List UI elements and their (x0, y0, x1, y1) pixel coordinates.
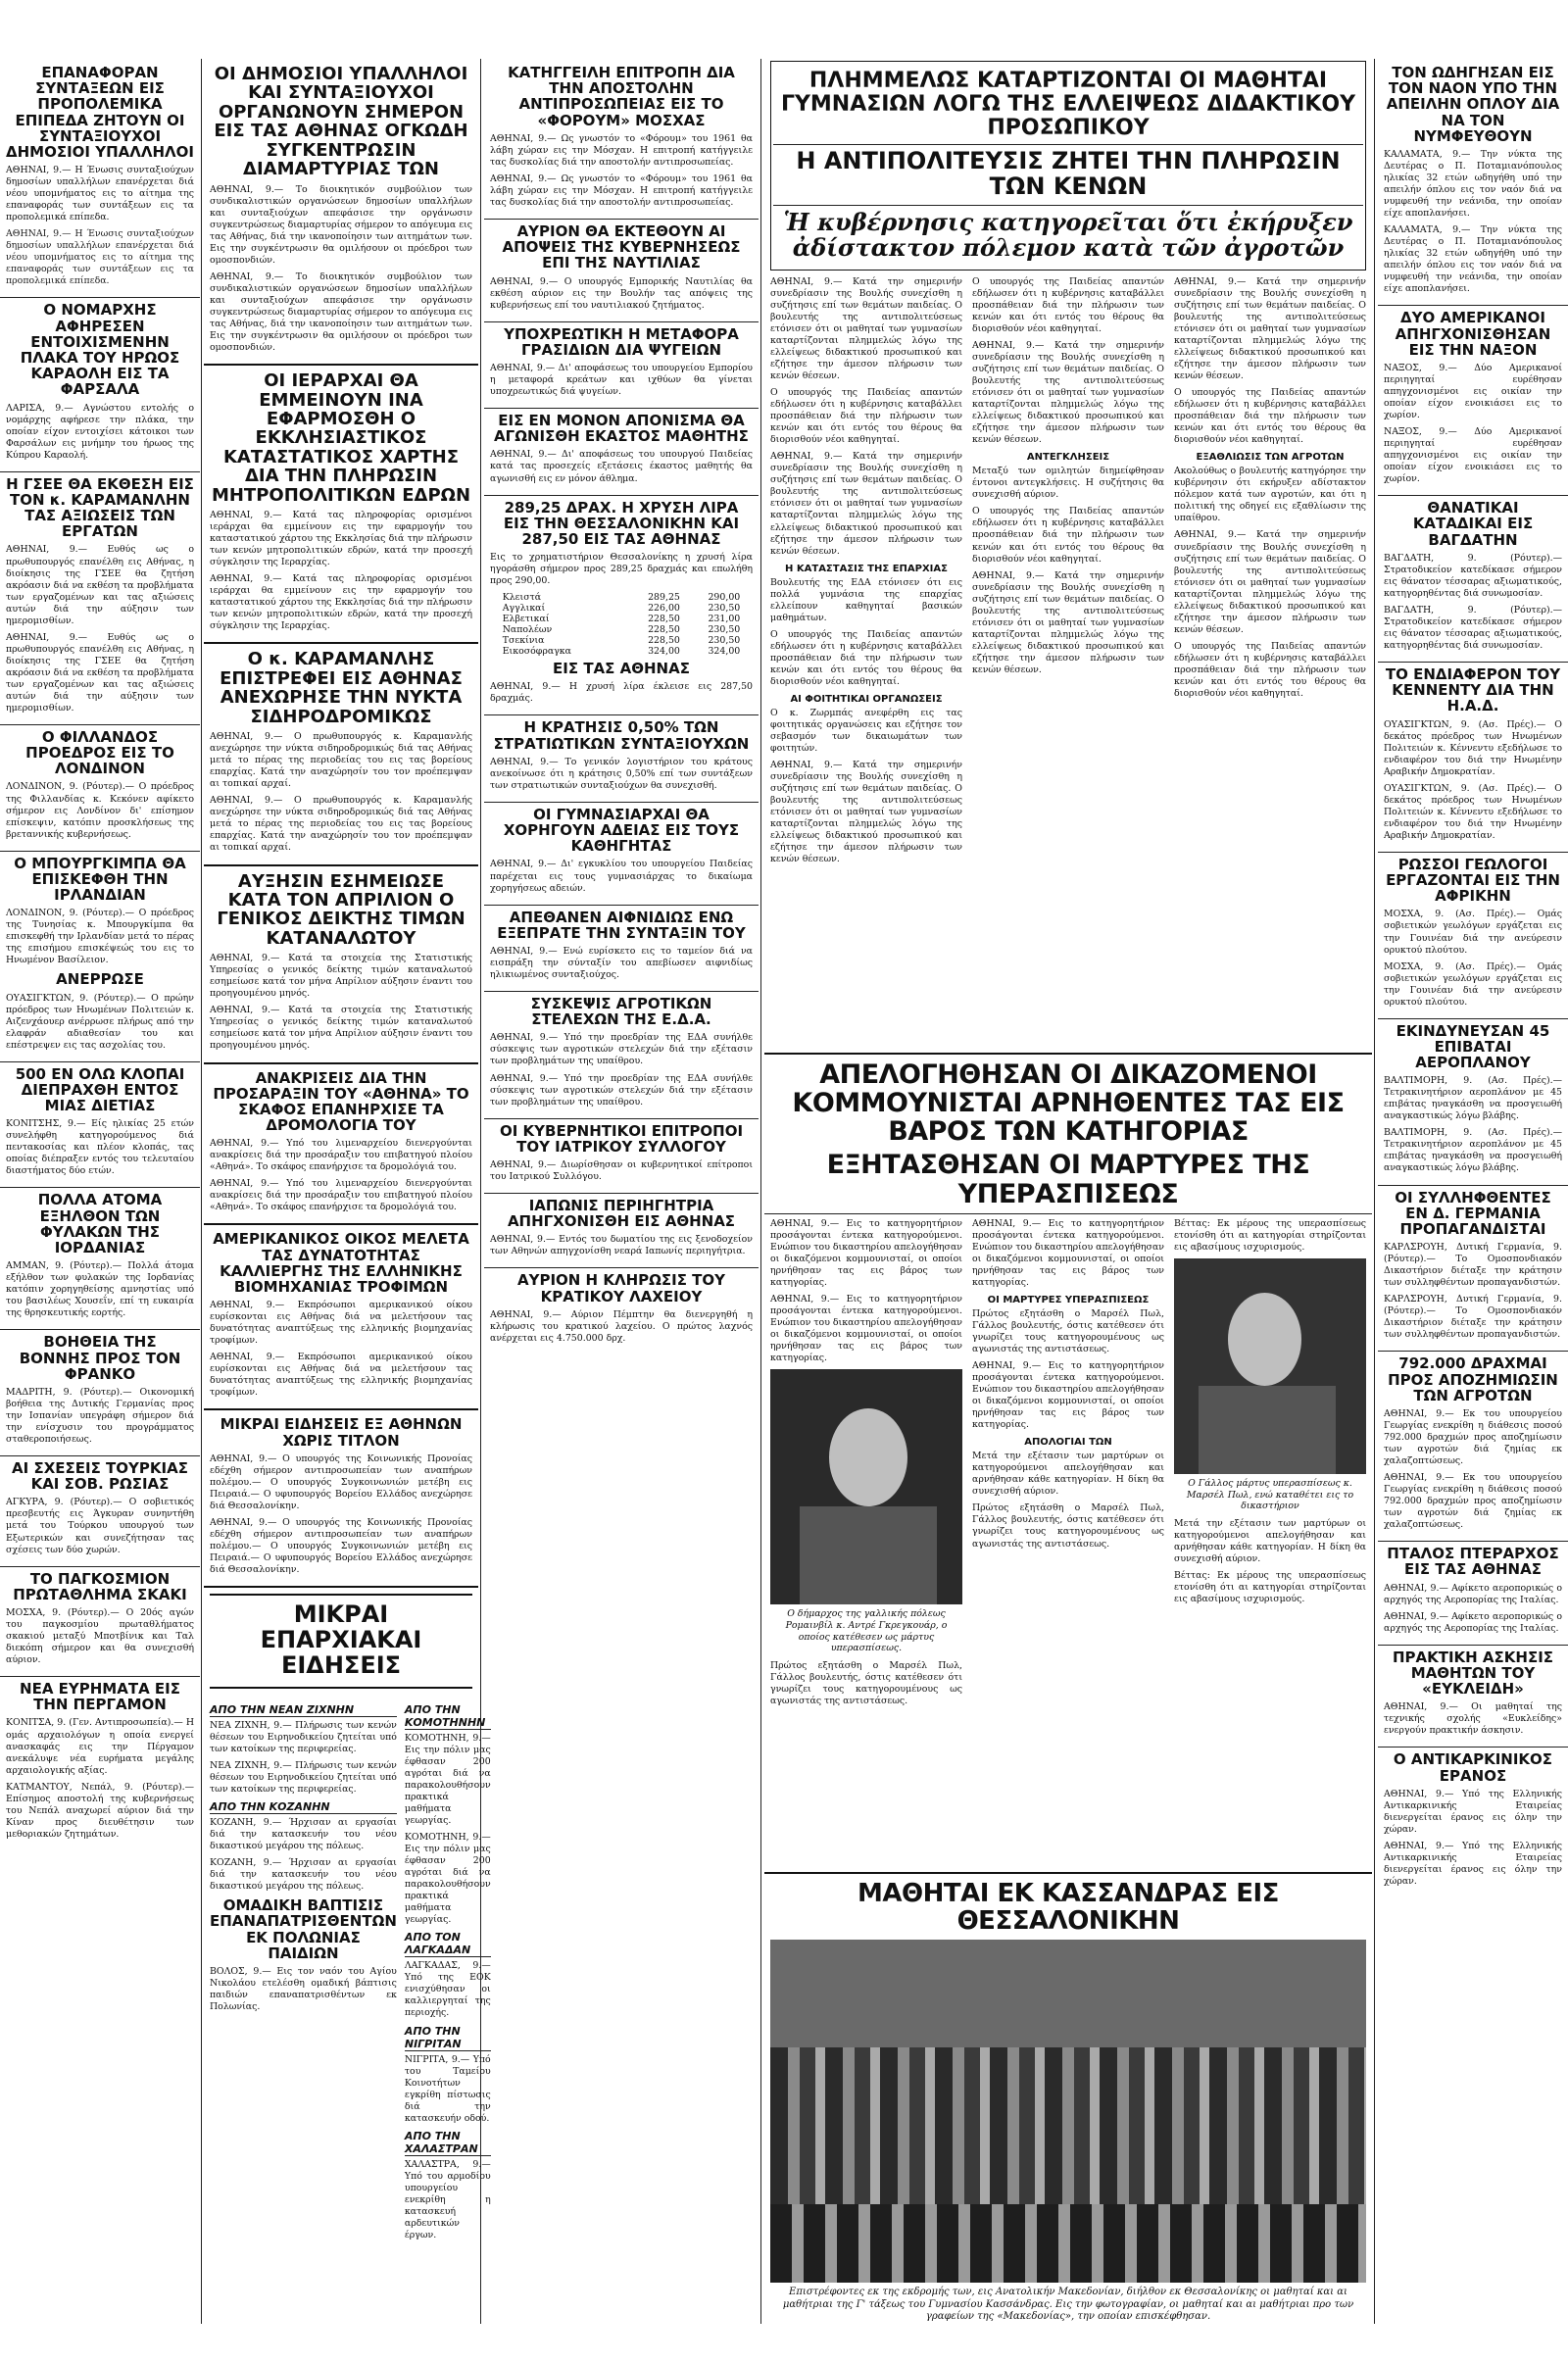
headline: ΟΙ ΣΥΛΛΗΦΘΕΝΤΕΣ ΕΝ Δ. ΓΕΡΜΑΝΙΑ ΠΡΟΠΑΓΑΝΔΙΣΤΑΙ (1395, 1188, 1551, 1238)
article-text: ΑΘΗΝΑΙ, 9.— Δι' αποφάσεως του υπουργείου Εμπορίου η μεταφορά κρεάτων και ιχθύων θα γίνεται υποχρεωτικώς διά ψυγείων. (490, 362, 753, 398)
article (1384, 1355, 1562, 1531)
article-text: ΚΑΡΛΣΡΟΥΗ, Δυτική Γερμανία, 9. (Ρόυτερ).— Το Ομοσπονδιακόν Δικαστήριον διέταξε την κράτησιν των συλληφθέντων προπαγανδιστών. (1384, 1242, 1562, 1289)
headline: Ο ΦΙΛΛΑΝΔΟΣ ΠΡΟΕΔΡΟΣ ΕΙΣ ΤΟ ΛΟΝΔΙΝΟΝ (25, 727, 174, 778)
column-rule (201, 59, 202, 2324)
main-headline-box (770, 61, 1366, 271)
gold-price-label: Αγγλικαί (502, 603, 546, 615)
article-text: ΑΘΗΝΑΙ, 9.— Κατά την σημερινήν συνεδρίασιν της Βουλής συνεχίσθη η συζήτησις επί των θεμάτων παιδείας. Ο βουλευτής της αντιπολιτεύσεως ετόνισεν ότι οι μαθηταί των γυμνασίων καταρτίζονται πλημμελώς λόγω της ελλείψεως διδακτικού προσωπικού και εζήτησε την άμεσον πλήρωσιν των κενών θέσεων. (1174, 275, 1366, 382)
article-text: ΒΑΓΔΑΤΗ, 9. (Ρόυτερ).— Στρατοδικείον κατεδίκασε σήμερον εις θάνατον τέσσαρας αξιωματικούς, κατηγορηθέντας διά συνωμοσίαν. (1384, 552, 1562, 599)
gold-price-row (501, 646, 743, 657)
gold-price-row (501, 614, 743, 624)
article-text: ΜΑΔΡΙΤΗ, 9. (Ρόυτερ).— Οικονομική βοήθεια της Δυτικής Γερμανίας προς την Ισπανίαν υπεγράφη σήμερον διά την ενίσχυσιν του προγράμματος σταθεροποιήσεως. (6, 1386, 194, 1445)
article-text: Ο κ. Ζωρμπάς ανεφέρθη εις τας φοιτητικάς οργανώσεις και εζήτησε τον σεβασμόν των δικαιωμάτων των φοιτητών. (770, 707, 962, 754)
article-text: ΑΘΗΝΑΙ, 9.— Υπό της Ελληνικής Αντικαρκινικής Εταιρείας διενεργείται έρανος εις όλην την χώραν. (1384, 1788, 1562, 1835)
article (490, 223, 753, 312)
main-deck: Ἡ κυβέρνησις κατηγορεῖται ὅτι ἐκήρυξεν ἀδίστακτον πόλεμον κατὰ τῶν ἀγροτῶν (783, 208, 1353, 262)
section-title: ΑΠΟ ΤΟΝ ΛΑΓΚΑΔΑΝ (405, 1931, 491, 1957)
article-text: Ο υπουργός της Παιδείας απαντών εδήλωσεν ότι η κυβέρνησις καταβάλλει προσπάθειαν διά την πλήρωσιν των κενών και ότι εντός του θέρους θα διορισθούν νέοι καθηγηταί. (770, 628, 962, 687)
article-text: Πρώτος εξητάσθη ο Μαρσέλ Πωλ, Γάλλος βουλευτής, όστις κατέθεσεν ότι γνωρίζει τους κατηγορουμένους ως αγωνιστάς της αντιστάσεως. (972, 1502, 1164, 1550)
article-text: ΑΘΗΝΑΙ, 9.— Οι μαθηταί της τεχνικής σχολής «Ευκλείδης» ενεργούν πρακτικήν άσκησιν. (1384, 1701, 1562, 1737)
article-text: ΛΟΝΔΙΝΟΝ, 9. (Ρόυτερ).— Ο πρόεδρος της Φιλλανδίας κ. Κεκόνεν αφίκετο σήμερον εις Λονδίνον δι' επίσημον επίσκεψιν, κατόπιν προσκλήσεως της βρεταννικής κυβερνήσεως. (6, 781, 194, 840)
gold-price-buy: 228,50 (648, 614, 680, 625)
headline: Η ΚΡΑΤΗΣΙΣ 0,50% ΤΩΝ ΣΤΡΑΤΙΩΤΙΚΩΝ ΣΥΝΤΑΞΙΟΥΧΩΝ (493, 718, 750, 753)
headline: ΤΟ ΠΑΓΚΟΣΜΙΟΝ ΠΡΩΤΑΘΛΗΜΑ ΣΚΑΚΙ (13, 1569, 187, 1603)
section-title: ΑΠΟ ΤΗΝ ΝΙΓΡΙΤΑΝ (405, 2025, 491, 2051)
group-photo-students (770, 1940, 1366, 2283)
article (210, 650, 472, 854)
headline: ΕΠΑΝΑΦΟΡΑΝ ΣΥΝΤΑΞΕΩΝ ΕΙΣ ΠΡΟΠΟΛΕΜΙΚΑ ΕΠΙΠΕΔΑ ΖΗΤΟΥΝ ΟΙ ΣΥΝΤΑΞΙΟΥΧΟΙ ΔΗΜΟΣΙΟΙ ΥΠΑΛΛΗΛΟΙ (6, 64, 194, 161)
article-text: ΛΑΓΚΑΔΑΣ, 9.— Υπό της ΕΟΚ ενισχύθησαν οι καλλιεργηταί της περιοχής. (404, 1960, 491, 2019)
headline: Ο ΝΟΜΑΡΧΗΣ ΑΦΗΡΕΣΕΝ ΕΝΤΟΙΧΙΣΜΕΝΗΝ ΠΛΑΚΑ ΤΟΥ ΗΡΩΟΣ ΚΑΡΑΟΛΗ ΕΙΣ ΤΑ ΦΑΡΣΑΛΑ (20, 301, 180, 399)
headline: ΡΩΣΣΟΙ ΓΕΩΛΟΓΟΙ ΕΡΓΑΖΟΝΤΑΙ ΕΙΣ ΤΗΝ ΑΦΡΙΚΗΝ (1386, 855, 1560, 906)
article (210, 1594, 472, 1689)
article-text: ΚΟΖΑΝΗ, 9.— Ήρχισαν αι εργασίαι διά την κατασκευήν του νέου δικαστικού μεγάρου της πόλεως. (210, 1857, 397, 1893)
gold-price-buy: 228,50 (648, 635, 680, 647)
article-text: ΑΘΗΝΑΙ, 9.— Κατά τας πληροφορίας ορισμένοι ιεράρχαι θα εμμείνουν εις την εφαρμογήν του καταστατικού χάρτου της Εκκλησίας διά την πλήρωσιν των κενών μητροπολιτικών εδρών, κατά την προσεχή σύγκλησιν της Ιεραρχίας. (210, 510, 472, 568)
headline: ΠΡΑΚΤΙΚΗ ΑΣΚΗΣΙΣ ΜΑΘΗΤΩΝ ΤΟΥ «ΕΥΚΛΕΙΔΗ» (1392, 1648, 1554, 1698)
article-text: Πρώτος εξητάσθη ο Μαρσέλ Πωλ, Γάλλος βουλευτής, όστις κατέθεσεν ότι γνωρίζει τους κατηγορουμένους ως αγωνιστάς της αντιστάσεως. (770, 1660, 962, 1707)
headline: ΟΙ ΚΥΒΕΡΝΗΤΙΚΟΙ ΕΠΙΤΡΟΠΟΙ ΤΟΥ ΙΑΤΡΙΚΟΥ ΣΥΛΛΟΓΟΥ (499, 1121, 744, 1156)
article (210, 872, 472, 1053)
subheading: Η ΚΑΤΑΣΤΑΣΙΣ ΤΗΣ ΕΠΑΡΧΙΑΣ (785, 563, 948, 574)
article (6, 1571, 194, 1667)
headline: Η ΓΣΕΕ ΘΑ ΕΚΘΕΣΗ ΕΙΣ ΤΟΝ κ. ΚΑΡΑΜΑΝΛΗΝ ΤΑΣ ΑΞΙΩΣΕΙΣ ΤΩΝ ΕΡΓΑΤΩΝ (6, 474, 194, 541)
article-text: ΑΘΗΝΑΙ, 9.— Ο πρωθυπουργός κ. Καραμανλής ανεχώρησε την νύκτα σιδηροδρομικώς διά τας Αθήνας μετά το πέρας της περιοδείας του εις τας βορείους επαρχίας. Κατά την αναχώρησίν του τον προέπεμψαν αι τοπικαί αρχαί. (210, 731, 472, 790)
article-text: ΑΘΗΝΑΙ, 9.— Υπό του λιμεναρχείου διενεργούνται ανακρίσεις διά την προσάραξιν του επιβατηγού πλοίου «Αθηνά». Το σκάφος επανήρχισε τα δρομολόγιά του. (210, 1178, 472, 1213)
main-subheadline: Η ΑΝΤΙΠΟΛΙΤΕΥΣΙΣ ΖΗΤΕΙ ΤΗΝ ΠΛΗΡΩΣΙΝ ΤΩΝ ΚΕΝΩΝ (796, 147, 1341, 201)
article (1384, 857, 1562, 1009)
headline: ΠΤΑΛΟΣ ΠΤΕΡΑΡΧΟΣ ΕΙΣ ΤΑΣ ΑΘΗΝΑΣ (1387, 1545, 1559, 1579)
article-text: ΑΘΗΝΑΙ, 9.— Ο πρωθυπουργός κ. Καραμανλής ανεχώρησε την νύκτα σιδηροδρομικώς διά τας Αθήνας μετά το πέρας της περιοδείας του εις τας βορείους επαρχίας. Κατά την αναχώρησίν του τον προέπεμψαν αι τοπικαί αρχαί. (210, 795, 472, 854)
article-text: ΝΕΑ ΖΙΧΝΗ, 9.— Πλήρωσις των κενών θέσεων του Ειρηνοδικείου ζητείται υπό των κατοίκων της περιφερείας. (210, 1759, 397, 1795)
article-text: ΝΙΓΡΙΤΑ, 9.— Υπό του Ταμείου Κοινοτήτων εγκρίθη πίστωσις διά την κατασκευήν οδού. (404, 2053, 491, 2124)
headline: ΕΙΣ ΤΑΣ ΑΘΗΝΑΣ (553, 660, 690, 678)
article-text: ΑΘΗΝΑΙ, 9.— Κατά την σημερινήν συνεδρίασιν της Βουλής συνεχίσθη η συζήτησις επί των θεμάτων παιδείας. Ο βουλευτής της αντιπολιτεύσεως ετόνισεν ότι οι μαθηταί των γυμνασίων καταρτίζονται πλημμελώς λόγω της ελλείψεως διδακτικού προσωπικού και εζήτησε την άμεσον πλήρωσιν των κενών θέσεων. (770, 760, 962, 865)
article-text: ΚΟΝΙΤΣΑ, 9. (Γεν. Αντιπροσωπεία).— Η ομάς αρχαιολόγων η οποία ενεργεί ανασκαφάς εις την Πέργαμον ανεκάλυψε νέα ευρήματα μεγάλης αρχαιολογικής αξίας. (6, 1717, 194, 1776)
article (210, 1231, 472, 1399)
headline: Ο ΜΠΟΥΡΓΚΙΜΠΑ ΘΑ ΕΠΙΣΚΕΦΘΗ ΤΗΝ ΙΡΛΑΝΔΙΑΝ (14, 854, 186, 904)
article (490, 1198, 753, 1257)
headline: ΑΥΞΗΣΙΝ ΕΣΗΜΕΙΩΣΕ ΚΑΤΑ ΤΟΝ ΑΠΡΙΛΙΟΝ Ο ΓΕΝΙΚΟΣ ΔΕΙΚΤΗΣ ΤΙΜΩΝ ΚΑΤΑΝΑΛΩΤΟΥ (217, 870, 466, 949)
article (1384, 1190, 1562, 1342)
article (490, 910, 753, 981)
article-text: ΚΟΖΑΝΗ, 9.— Ήρχισαν αι εργασίαι διά την κατασκευήν του νέου δικαστικού μεγάρου της πόλεως. (210, 1817, 397, 1852)
gold-price-sell: 230,50 (708, 635, 741, 647)
gold-price-table (501, 592, 743, 657)
article (490, 807, 753, 895)
article-text: ΑΘΗΝΑΙ, 9.— Κατά την σημερινήν συνεδρίασιν της Βουλής συνεχίσθη η συζήτησις επί των θεμάτων παιδείας. Ο βουλευτής της αντιπολιτεύσεως ετόνισεν ότι οι μαθηταί των γυμνασίων καταρτίζονται πλημμελώς λόγω της ελλείψεως διδακτικού προσωπικού και εζήτησε την άμεσον πλήρωσιν των κενών θέσεων. (1174, 529, 1366, 635)
article-text: ΑΘΗΝΑΙ, 9.— Ευθύς ως ο πρωθυπουργός επανέλθη εις Αθήνας, η διοίκησις της ΓΣΕΕ θα ζητήση ακρόασιν διά να εκθέση τα προβλήματα των εργαζομένων και τας αξιώσεις αυτών διά την αύξησιν των ημερομισθίων. (6, 631, 194, 714)
subheading: ΟΙ ΜΑΡΤΥΡΕΣ ΥΠΕΡΑΣΠΙΣΕΩΣ (987, 1294, 1150, 1305)
article-text: ΟΥΑΣΙΓΚΤΩΝ, 9. (Ασ. Πρές).— Ο δεκάτος πρόεδρος των Ηνωμένων Πολιτειών κ. Κέννεντυ εξεδήλωσε το ενδιαφέρον του διά την Ηνωμένην Αραβικήν Δημοκρατίαν. (1384, 718, 1562, 777)
headline: ΑΜΕΡΙΚΑΝΙΚΟΣ ΟΙΚΟΣ ΜΕΛΕΤΑ ΤΑΣ ΔΥΝΑΤΟΤΗΤΑΣ ΚΑΛΛΙΕΡΓΗΣ ΤΗΣ ΕΛΛΗΝΙΚΗΣ ΒΙΟΜΗΧΑΝΙΑΣ ΤΡΟΦΙΜΩΝ (213, 1230, 469, 1296)
article (1384, 500, 1562, 652)
gold-price-label: Ναπολέων (502, 624, 553, 636)
article (6, 1460, 194, 1556)
article-text: ΝΑΞΟΣ, 9.— Δύο Αμερικανοί περιηγηταί ευρέθησαν απηγχονισμένοι εις οικίαν την οποίαν είχον ενοικιάσει εις το χωρίον. (1384, 362, 1562, 420)
article-text: Ο υπουργός της Παιδείας απαντών εδήλωσεν ότι η κυβέρνησις καταβάλλει προσπάθειαν διά την πλήρωσιν των κενών και ότι εντός του θέρους θα διορισθούν νέοι καθηγηταί. (1174, 387, 1366, 446)
article-text: ΑΘΗΝΑΙ, 9.— Ενώ ευρίσκετο εις το ταμείον διά να εισπράξη την σύνταξίν του απεβίωσεν αιφνιδίως ηλικιωμένος συνταξιούχος. (490, 945, 753, 980)
article-text: ΛΑΡΙΣΑ, 9.— Αγνώστου εντολής ο νομάρχης αφήρεσε την πλάκα, την οποίαν είχον εντοιχίσει κάτοικοι των Φαρσάλων εις μνήμην του ήρωος της Κύπρου Καραολή. (6, 402, 194, 461)
article-text: ΑΘΗΝΑΙ, 9.— Κατά τα στοιχεία της Στατιστικής Υπηρεσίας ο γενικός δείκτης τιμών καταναλωτού εσημείωσε κατά τον μήνα Απρίλιον αύξησιν έναντι του προηγουμένου μηνός. (210, 1005, 472, 1052)
gold-price-buy: 324,00 (648, 646, 680, 658)
article-text: ΑΘΗΝΑΙ, 9.— Το διοικητικόν συμβούλιον των συνδικαλιστικών οργανώσεων δημοσίων υπαλλήλων και συνταξιούχων απεφάσισε την οργάνωσιν συγκεντρώσεως διαμαρτυρίας σήμερον το απόγευμα εις τας Αθήνας, διά την ικανοποίησιν των αιτημάτων των. Εις την συγκέντρωσιν θα ομιλήσουν οι πρόεδροι των ομοσπονδιών. (210, 183, 472, 266)
article (210, 371, 472, 632)
gold-price-row (501, 603, 743, 614)
article-text: Ακολούθως ο βουλευτής κατηγόρησε την κυβέρνησιν ότι εκήρυξεν αδίστακτον πόλεμον κατά των αγροτών, και ότι η πολιτική της οδηγεί εις εξαθλίωσιν της υπαίθρου. (1174, 466, 1366, 524)
gold-price-sell: 290,00 (708, 592, 741, 604)
article-text: ΑΜΜΑΝ, 9. (Ρόυτερ).— Πολλά άτομα εξήλθον των φυλακών της Ιορδανίας κατόπιν χορηγηθείσης αμνηστίας υπό του βασιλέως Χουσεΐν, επί τη ευκαιρία της θρησκευτικής εορτής. (6, 1260, 194, 1319)
article-text: Ο υπουργός της Παιδείας απαντών εδήλωσεν ότι η κυβέρνησις καταβάλλει προσπάθειαν διά την πλήρωσιν των κενών και ότι εντός του θέρους θα διορισθούν νέοι καθηγηταί. (1174, 640, 1366, 699)
article (490, 719, 753, 791)
section-title: ΑΠΟ ΤΗΝ ΝΕΑΝ ΖΙΧΝΗΝ (210, 1703, 397, 1717)
gold-price-row (501, 624, 743, 635)
article-text: ΑΘΗΝΑΙ, 9.— Αφίκετο αεροπορικώς ο αρχηγός της Αεροπορίας της Ιταλίας. (1384, 1582, 1562, 1605)
subheading: ΕΞΑΘΛΙΩΣΙΣ ΤΩΝ ΑΓΡΟΤΩΝ (1196, 452, 1345, 464)
article-text: ΒΑΛΤΙΜΟΡΗ, 9. (Ασ. Πρές).— Τετρακινητήριον αεροπλάνον με 45 επιβάτας ηναγκάσθη να προσγειωθή αναγκαστικώς λόγω βλάβης. (1384, 1075, 1562, 1122)
kassandra-article (764, 1866, 1372, 2346)
article-text: Ο υπουργός της Παιδείας απαντών εδήλωσεν ότι η κυβέρνησις καταβάλλει προσπάθειαν διά την πλήρωσιν των κενών και ότι εντός του θέρους θα διορισθούν νέοι καθηγηταί. (770, 387, 962, 446)
right-column (1378, 61, 1568, 2344)
headline: ΜΙΚΡΑΙ ΕΙΔΗΣΕΙΣ ΕΞ ΑΘΗΝΩΝ ΧΩΡΙΣ ΤΙΤΛΟΝ (220, 1415, 463, 1450)
article-text: ΑΘΗΝΑΙ, 9.— Η Ένωσις συνταξιούχων δημοσίων υπαλλήλων επανέρχεται διά νέου υπομνήματος εις το αίτημα της επαναφοράς των συντάξεων εις τα προπολεμικά επίπεδα. (6, 228, 194, 287)
article-text: ΑΘΗΝΑΙ, 9.— Η χρυσή λίρα έκλεισε εις 287,50 δραχμάς. (490, 681, 753, 705)
article-text: ΑΘΗΝΑΙ, 9.— Κατά τας πληροφορίας ορισμένοι ιεράρχαι θα εμμείνουν εις την εφαρμογήν του καταστατικού χάρτου της Εκκλησίας διά την πλήρωσιν των κενών μητροπολιτικών εδρών, κατά την προσεχή σύγκλησιν της Ιεραρχίας. (210, 573, 472, 632)
article-text: ΜΟΣΧΑ, 9. (Ρόυτερ).— Ο 20ός αγών του παγκοσμίου πρωταθλήματος σκακιού μεταξύ Μποτβίνικ και Ταλ διεκόπη σήμερον και θα συνεχισθή αύριον. (6, 1606, 194, 1666)
article-text: ΝΑΞΟΣ, 9.— Δύο Αμερικανοί περιηγηταί ευρέθησαν απηγχονισμένοι εις οικίαν την οποίαν είχον ενοικιάσει εις το χωρίον. (1384, 426, 1562, 485)
article (6, 476, 194, 714)
article-text: ΟΥΑΣΙΓΚΤΩΝ, 9. (Ασ. Πρές).— Ο δεκάτος πρόεδρος των Ηνωμένων Πολιτειών κ. Κέννεντυ εξεδήλωσε το ενδιαφέρον του διά την Ηνωμένην Αραβικήν Δημοκρατίαν. (1384, 782, 1562, 841)
article-text: Βέττας: Εκ μέρους της υπερασπίσεως ετονίσθη ότι αι κατηγορίαι στηρίζονται εις αβασίμους ισχυρισμούς. (1174, 1570, 1366, 1605)
headline: ΝΕΑ ΕΥΡΗΜΑΤΑ ΕΙΣ ΤΗΝ ΠΕΡΓΑΜΟΝ (20, 1680, 180, 1714)
article-text: ΚΟΝΙΤΣΗΣ, 9.— Είς ηλικίας 25 ετών συνελήφθη κατηγορούμενος διά πεντακοσίας και πλέον κλοπάς, τας οποίας διέπραξεν εντός του τελευταίου διαστήματος δύο ετών. (6, 1118, 194, 1177)
column-rule (760, 59, 761, 2324)
article-text: ΑΘΗΝΑΙ, 9.— Υπό την προεδρίαν της ΕΔΑ συνήλθε σύσκεψις των αγροτικών στελεχών διά την εξέτασιν των προβλημάτων της υπαίθρου. (490, 1032, 753, 1067)
headline: ΜΙΚΡΑΙ ΕΠΑΡΧΙΑΚΑΙ ΕΙΔΗΣΕΙΣ (260, 1600, 422, 1679)
headline: ΒΟΗΘΕΙΑ ΤΗΣ ΒΟΝΝΗΣ ΠΡΟΣ ΤΟΝ ΦΡΑΝΚΟ (19, 1333, 181, 1383)
gold-price-sell: 231,00 (708, 614, 741, 625)
column-rule (1374, 59, 1375, 2324)
article-text: Βουλευτής της ΕΔΑ ετόνισεν ότι εις πολλά γυμνάσια της επαρχίας ελλείπουν καθηγηταί βασικών μαθημάτων. (770, 576, 962, 623)
article-text: ΜΟΣΧΑ, 9. (Ασ. Πρές).— Ομάς σοβιετικών γεωλόγων εργάζεται εις την Γουινέαν διά την ανεύρεσιν ορυκτού πλούτου. (1384, 909, 1562, 956)
article (1384, 1751, 1562, 1888)
article-text: ΑΘΗΝΑΙ, 9.— Εις το κατηγορητήριον προσάγονται έντεκα κατηγορούμενοι. Ενώπιον του δικαστηρίου απελογήθησαν οι δικαζόμενοι κομμουνισταί, οι οποίοι ηρνήθησαν τας εις βάρος των κατηγορίας. (972, 1360, 1164, 1431)
headline: ΣΥΣΚΕΨΙΣ ΑΓΡΟΤΙΚΩΝ ΣΤΕΛΕΧΩΝ ΤΗΣ Ε.Δ.Α. (530, 995, 712, 1029)
article-text: ΑΘΗΝΑΙ, 9.— Ο υπουργός της Κοινωνικής Προνοίας εδέχθη σήμερον αντιπροσωπείαν των αναπήρων πολέμου.— Ο υπουργός Συγκοινωνιών μετέβη εις Πειραιά.— Ο υφυπουργός Βορείου Ελλάδος ανεχώρησε διά Θεσσαλονίκην. (210, 1516, 472, 1576)
article-text: ΑΘΗΝΑΙ, 9.— Κατά την σημερινήν συνεδρίασιν της Βουλής συνεχίσθη η συζήτησις επί των θεμάτων παιδείας. Ο βουλευτής της αντιπολιτεύσεως ετόνισεν ότι οι μαθηταί των γυμνασίων καταρτίζονται πλημμελώς λόγω της ελλείψεως διδακτικού προσωπικού και εζήτησε την άμεσον πλήρωσιν των κενών θέσεων. (972, 340, 1164, 446)
trial-subheadline: ΕΞΗΤΑΣΘΗΣΑΝ ΟΙ ΜΑΡΤΥΡΕΣ ΤΗΣ ΥΠΕΡΑΣΠΙΣΕΩΣ (826, 1150, 1310, 1209)
article (6, 1681, 194, 1841)
headline: ΥΠΟΧΡΕΩΤΙΚΗ Η ΜΕΤΑΦΟΡΑ ΓΡΑΣΙΔΙΩΝ ΔΙΑ ΨΥΓΕΙΩΝ (504, 324, 739, 359)
article-text: ΑΘΗΝΑΙ, 9.— Δι' εγκυκλίου του υπουργείου Παιδείας παρέχεται εις τους γυμνασιάρχας το δικαίωμα χορηγήσεως αδειών. (490, 859, 753, 894)
article-text: Βέττας: Εκ μέρους της υπερασπίσεως ετονίσθη ότι αι κατηγορίαι στηρίζονται εις αβασίμους ισχυρισμούς. (1174, 1217, 1366, 1253)
headline: ΠΟΛΛΑ ΑΤΟΜΑ ΕΞΗΛΘΟΝ ΤΩΝ ΦΥΛΑΚΩΝ ΤΗΣ ΙΟΡΔΑΝΙΑΣ (37, 1191, 163, 1256)
headline: ΙΑΠΩΝΙΣ ΠΕΡΙΗΓΗΤΡΙΑ ΑΠΗΓΧΟΝΙΣΘΗ ΕΙΣ ΑΘΗΝΑΣ (507, 1197, 736, 1231)
article (490, 996, 753, 1108)
article (6, 729, 194, 841)
headline: ΤΟ ΕΝΔΙΑΦΕΡΟΝ ΤΟΥ ΚΕΝΝΕΝΤΥ ΔΙΑ ΤΗΝ Η.Α.Δ. (1385, 665, 1561, 715)
headline: ΑΥΡΙΟΝ Η ΚΛΗΡΩΣΙΣ ΤΟΥ ΚΡΑΤΙΚΟΥ ΛΑΧΕΙΟΥ (516, 1271, 726, 1305)
main-article (764, 61, 1372, 1041)
headline: ΟΙ ΙΕΡΑΡΧΑΙ ΘΑ ΕΜΜΕΙΝΟΥΝ ΙΝΑ ΕΦΑΡΜΟΣΘΗ Ο ΕΚΚΛΗΣΙΑΣΤΙΚΟΣ ΚΑΤΑΣΤΑΤΙΚΟΣ ΧΑΡΤΗΣ ΔΙΑ ΤΗΝ ΠΛΗΡΩΣΙΝ ΜΗΤΡΟΠΟΛΙΤΙΚΩΝ ΕΔΡΩΝ (211, 370, 471, 506)
headline: ΘΑΝΑΤΙΚΑΙ ΚΑΤΑΔΙΚΑΙ ΕΙΣ ΒΑΓΔΑΤΗΝ (1412, 499, 1534, 549)
article-text: ΑΘΗΝΑΙ, 9.— Εκπρόσωποι αμερικανικού οίκου ευρίσκονται εις Αθήνας διά να μελετήσουν τας δυνατότητας αναπτύξεως της ελληνικής βιομηχανίας τροφίμων. (210, 1352, 472, 1399)
column-3 (484, 61, 759, 2344)
photo-marcel-paul (1174, 1258, 1366, 1474)
article-text: ΑΘΗΝΑΙ, 9.— Ο υπουργός Εμπορικής Ναυτιλίας θα εκθέση αύριον εις την Βουλήν τας απόψεις της κυβερνήσεως επί του ναυτιλιακού ζητήματος. (490, 275, 753, 311)
kassandra-headline: ΜΑΘΗΤΑΙ ΕΚ ΚΑΣΣΑΝΔΡΑΣ ΕΙΣ ΘΕΣΣΑΛΟΝΙΚΗΝ (858, 1879, 1279, 1937)
article-text: ΑΓΚΥΡΑ, 9. (Ρόυτερ).— Ο σοβιετικός πρεσβευτής εις Άγκυραν συνηντήθη μετά του Τούρκου υπουργού των Εξωτερικών και συνεζήτησαν τας σχέσεις των δύο χωρών. (6, 1497, 194, 1555)
headline: ΑΠΕΘΑΝΕΝ ΑΙΦΝΙΔΙΩΣ ΕΝΩ ΕΞΕΠΡΑΤΕ ΤΗΝ ΣΥΝΤΑΞΙΝ ΤΟΥ (497, 908, 746, 942)
article-text: ΑΘΗΝΑΙ, 9.— Κατά την σημερινήν συνεδρίασιν της Βουλής συνεχίσθη η συζήτησις επί των θεμάτων παιδείας. Ο βουλευτής της αντιπολιτεύσεως ετόνισεν ότι οι μαθηταί των γυμνασίων καταρτίζονται πλημμελώς λόγω της ελλείψεως διδακτικού προσωπικού και εζήτησε την άμεσον πλήρωσιν των κενών θέσεων. (770, 451, 962, 557)
article-text: ΑΘΗΝΑΙ, 9.— Εκ του υπουργείου Γεωργίας ενεκρίθη η διάθεσις ποσού 792.000 δραχμών προς αποζημίωσιν των αγροτών διά ζημίας εκ χαλαζοπτώσεως. (1384, 1407, 1562, 1466)
article-text: ΑΘΗΝΑΙ, 9.— Κατά την σημερινήν συνεδρίασιν της Βουλής συνεχίσθη η συζήτησις επί των θεμάτων παιδείας. Ο βουλευτής της αντιπολιτεύσεως ετόνισεν ότι οι μαθηταί των γυμνασίων καταρτίζονται πλημμελώς λόγω της ελλείψεως διδακτικού προσωπικού και εζήτησε την άμεσον πλήρωσιν των κενών θέσεων. (972, 569, 1164, 675)
article (490, 413, 753, 484)
headline: ΕΚΙΝΔΥΝΕΥΣΑΝ 45 ΕΠΙΒΑΤΑΙ ΑΕΡΟΠΛΑΝΟΥ (1396, 1021, 1550, 1072)
gold-price-label: Τσεκίνια (502, 635, 545, 647)
section-title: ΑΠΟ ΤΗΝ ΚΟΖΑΝΗΝ (210, 1800, 397, 1814)
photo-gregoire (770, 1369, 962, 1604)
article-text: Ο υπουργός της Παιδείας απαντών εδήλωσεν ότι η κυβέρνησις καταβάλλει προσπάθειαν διά την πλήρωσιν των κενών και ότι εντός του θέρους θα διορισθούν νέοι καθηγηταί. (972, 506, 1164, 565)
article (490, 65, 753, 209)
article-text: ΑΘΗΝΑΙ, 9.— Εις το κατηγορητήριον προσάγονται έντεκα κατηγορούμενοι. Ενώπιον του δικαστηρίου απελογήθησαν οι δικαζόμενοι κομμουνισταί, οι οποίοι ηρνήθησαν τας εις βάρος των κατηγορίας. (770, 1217, 962, 1288)
article-text: Ο υπουργός της Παιδείας απαντών εδήλωσεν ότι η κυβέρνησις καταβάλλει προσπάθειαν διά την πλήρωσιν των κενών και ότι εντός του θέρους θα διορισθούν νέοι καθηγηταί. (972, 275, 1164, 334)
article-text: Μετά την εξέτασιν των μαρτύρων οι κατηγορούμενοι απελογήθησαν και αρνήθησαν κάθε κατηγορίαν. Η δίκη θα συνεχισθή αύριον. (972, 1451, 1164, 1498)
subheading: ΑΝΤΕΓΚΛΗΣΕΙΣ (1026, 452, 1110, 464)
article-text: ΑΘΗΝΑΙ, 9.— Υπό του λιμεναρχείου διενεργούνται ανακρίσεις διά την προσάραξιν του επιβατηγού πλοίου «Αθηνά». Το σκάφος επανήρχισε τα δρομολόγιά του. (210, 1138, 472, 1173)
article-text: ΚΟΜΟΤΗΝΗ, 9.— Εις την πόλιν μας έφθασαν 200 αγρόται διά να παρακολουθήσουν πρακτικά μαθήματα γεωργίας. (404, 1832, 491, 1926)
article (6, 856, 194, 1052)
article-text: ΑΘΗΝΑΙ, 9.— Κατά τα στοιχεία της Στατιστικής Υπηρεσίας ο γενικός δείκτης τιμών καταναλωτού εσημείωσε κατά τον μήνα Απρίλιον αύξησιν έναντι του προηγουμένου μηνός. (210, 953, 472, 1000)
article (1384, 65, 1562, 295)
gold-price-sell: 230,50 (708, 603, 741, 615)
headline: ΑΝΕΡΡΩΣΕ (56, 970, 144, 989)
headline: ΟΜΑΔΙΚΗ ΒΑΠΤΙΣΙΣ ΕΠΑΝΑΠΑΤΡΙΣΘΕΝΤΩΝ ΕΚ ΠΟΛΩΝΙΑΣ ΠΑΙΔΙΩΝ (210, 1896, 397, 1962)
article (6, 65, 194, 287)
article-text: ΚΑΤΜΑΝΤΟΥ, Νεπάλ, 9. (Ρόυτερ).— Επίσημος αποστολή της κυβερνήσεως του Νεπάλ αναχωρεί αύριον διά την Κίναν προς διευθέτησιν των μεθοριακών ζητημάτων. (6, 1781, 194, 1840)
article-text: ΑΘΗΝΑΙ, 9.— Ο υπουργός της Κοινωνικής Προνοίας εδέχθη σήμερον αντιπροσωπείαν των αναπήρων πολέμου.— Ο υπουργός Συγκοινωνιών μετέβη εις Πειραιά.— Ο υφυπουργός Βορείου Ελλάδος ανεχώρησε διά Θεσσαλονίκην. (210, 1452, 472, 1511)
article-text: ΑΘΗΝΑΙ, 9.— Το διοικητικόν συμβούλιον των συνδικαλιστικών οργανώσεων δημοσίων υπαλλήλων και συνταξιούχων απεφάσισε την οργάνωσιν συγκεντρώσεως διαμαρτυρίας σήμερον το απόγευμα εις τας Αθήνας, διά την ικανοποίησιν των αιτημάτων των. Εις την συγκέντρωσιν θα ομιλήσουν οι πρόεδροι των ομοσπονδιών. (210, 271, 472, 354)
article-text: ΑΘΗΝΑΙ, 9.— Κατά την σημερινήν συνεδρίασιν της Βουλής συνεχίσθη η συζήτησις επί των θεμάτων παιδείας. Ο βουλευτής της αντιπολιτεύσεως ετόνισεν ότι οι μαθηταί των γυμνασίων καταρτίζονται πλημμελώς λόγω της ελλείψεως διδακτικού προσωπικού και εζήτησε την άμεσον πλήρωσιν των κενών θέσεων. (770, 275, 962, 382)
article-text: Μετά την εξέτασιν των μαρτύρων οι κατηγορούμενοι απελογήθησαν και αρνήθησαν κάθε κατηγορίαν. Η δίκη θα συνεχισθή αύριον. (1174, 1518, 1366, 1565)
headline: Ο ΑΝΤΙΚΑΡΚΙΝΙΚΟΣ ΕΡΑΝΟΣ (1393, 1750, 1553, 1785)
trial-headline: ΑΠΕΛΟΓΗΘΗΣΑΝ ΟΙ ΔΙΚΑΖΟΜΕΝΟΙ ΚΟΜΜΟΥΝΙΣΤΑΙ ΑΡΝΗΘΕΝΤΕΣ ΤΑΣ ΕΙΣ ΒΑΡΟΣ ΤΩΝ ΚΑΤΗΓΟΡΙΑΣ (792, 1059, 1345, 1148)
headline: 500 ΕΝ ΟΛΩ ΚΛΟΠΑΙ ΔΙΕΠΡΑΧΘΗ ΕΝΤΟΣ ΜΙΑΣ ΔΙΕΤΙΑΣ (15, 1064, 185, 1115)
article (1384, 666, 1562, 842)
article (210, 65, 472, 354)
headline: Ο κ. ΚΑΡΑΜΑΝΛΗΣ ΕΠΙΣΤΡΕΦΕΙ ΕΙΣ ΑΘΗΝΑΣ ΑΝΕΧΩΡΗΣΕ ΤΗΝ ΝΥΚΤΑ ΣΙΔΗΡΟΔΡΟΜΙΚΩΣ (220, 649, 463, 727)
article-text: ΚΟΜΟΤΗΝΗ, 9.— Εις την πόλιν μας έφθασαν 200 αγρόται διά να παρακολουθήσουν πρακτικά μαθήματα γεωργίας. (404, 1732, 491, 1827)
article-text: ΑΘΗΝΑΙ, 9.— Αφίκετο αεροπορικώς ο αρχηγός της Αεροπορίας της Ιταλίας. (1384, 1610, 1562, 1634)
headline: ΟΙ ΓΥΜΝΑΣΙΑΡΧΑΙ ΘΑ ΧΟΡΗΓΟΥΝ ΑΔΕΙΑΣ ΕΙΣ ΤΟΥΣ ΚΑΘΗΓΗΤΑΣ (503, 805, 740, 856)
column-1 (0, 61, 200, 2344)
article-text: ΑΘΗΝΑΙ, 9.— Η Ένωσις συνταξιούχων δημοσίων υπαλλήλων επανέρχεται διά νέου υπομνήματος εις το αίτημα της επαναφοράς των συντάξεων εις τα προπολεμικά επίπεδα. (6, 165, 194, 223)
gold-price-buy: 226,00 (648, 603, 680, 615)
photo-caption: Ο δήμαρχος της γαλλικής πόλεως Ρομαινβίλ κ. Αντρέ Γκρεγκουάρ, ο οποίος κατέθεσεν ως μάρτυς υπερασπίσεως. (785, 1608, 948, 1654)
article (6, 302, 194, 461)
gold-price-buy: 228,50 (648, 624, 680, 636)
article-text: ΑΘΗΝΑΙ, 9.— Εντός του δωματίου της εις ξενοδοχείον των Αθηνών απηγχονίσθη νεαρά Ιαπωνίς περιηγήτρια. (490, 1234, 753, 1257)
article-text: ΑΘΗΝΑΙ, 9.— Αύριον Πέμπτην θα διενεργηθή η κλήρωσις του κρατικού λαχείου. Ο πρώτος λαχνός ανέρχεται εις 4.750.000 δρχ. (490, 1308, 753, 1344)
article-text: ΑΘΗΝΑΙ, 9.— Εκ του υπουργείου Γεωργίας ενεκρίθη η διάθεσις ποσού 792.000 δραχμών προς αποζημίωσιν των αγροτών διά ζημίας εκ χαλαζοπτώσεως. (1384, 1472, 1562, 1531)
article-text: Πρώτος εξητάσθη ο Μαρσέλ Πωλ, Γάλλος βουλευτής, όστις κατέθεσεν ότι γνωρίζει τους κατηγορουμένους ως αγωνιστάς της αντιστάσεως. (972, 1307, 1164, 1355)
article-text: ΒΑΓΔΑΤΗ, 9. (Ρόυτερ).— Στρατοδικείον κατεδίκασε σήμερον εις θάνατον τέσσαρας αξιωματικούς, κατηγορηθέντας διά συνωμοσίαν. (1384, 604, 1562, 651)
main-headline: ΠΛΗΜΜΕΛΩΣ ΚΑΤΑΡΤΙΖΟΝΤΑΙ ΟΙ ΜΑΘΗΤΑΙ ΓΥΜΝΑΣΙΩΝ ΛΟΓΩ ΤΗΣ ΕΛΛΕΙΨΕΩΣ ΔΙΔΑΚΤΙΚΟΥ ΠΡΟΣΩΠΙΚΟΥ (780, 69, 1356, 140)
article (6, 1192, 194, 1319)
article (490, 500, 753, 706)
headline: ΤΟΝ ΩΔΗΓΗΣΑΝ ΕΙΣ ΤΟΝ ΝΑΟΝ ΥΠΟ ΤΗΝ ΑΠΕΙΛΗΝ ΟΠΛΟΥ ΔΙΑ ΝΑ ΤΟΝ ΝΥΜΦΕΥΘΟΥΝ (1386, 64, 1560, 145)
headline: 792.000 ΔΡΑΧΜΑΙ ΠΡΟΣ ΑΠΟΖΗΜΙΩΣΙΝ ΤΩΝ ΑΓΡΟΤΩΝ (1388, 1354, 1558, 1404)
article-text: ΚΑΡΛΣΡΟΥΗ, Δυτική Γερμανία, 9. (Ρόυτερ).— Το Ομοσπονδιακόν Δικαστήριον διέταξε την κράτησιν των συλληφθέντων προπαγανδιστών. (1384, 1294, 1562, 1341)
gold-price-label: Εικοσόφραγκα (502, 646, 571, 658)
headline: ΑΙ ΣΧΕΣΕΙΣ ΤΟΥΡΚΙΑΣ ΚΑΙ ΣΟΒ. ΡΩΣΙΑΣ (12, 1459, 188, 1494)
gold-price-row (501, 635, 743, 646)
subheading: ΑΠΟΛΟΓΙΑΙ ΤΩΝ (1024, 1437, 1112, 1449)
article-text: ΑΘΗΝΑΙ, 9.— Εκπρόσωποι αμερικανικού οίκου ευρίσκονται εις Αθήνας διά να μελετήσουν τας δυνατότητας αναπτύξεως της ελληνικής βιομηχανίας τροφίμων. (210, 1300, 472, 1347)
article-text: ΝΕΑ ΖΙΧΝΗ, 9.— Πλήρωσις των κενών θέσεων του Ειρηνοδικείου ζητείται υπό των κατοίκων της περιφερείας. (210, 1719, 397, 1754)
article (6, 1066, 194, 1178)
article-text: ΑΘΗΝΑΙ, 9.— Ως γνωστόν το «Φόρουμ» του 1961 θα λάβη χώραν εις την Μόσχαν. Η επιτροπή κατήγγειλε τας δυσκολίας διά την αποστολήν αντιπροσωπείας. (490, 132, 753, 168)
headline: ΑΥΡΙΟΝ ΘΑ ΕΚΤΕΘΟΥΝ ΑΙ ΑΠΟΨΕΙΣ ΤΗΣ ΚΥΒΕΡΝΗΣΕΩΣ ΕΠΙ ΤΗΣ ΝΑΥΤΙΛΙΑΣ (502, 222, 741, 272)
article (1384, 1023, 1562, 1175)
headline: ΕΙΣ ΕΝ ΜΟΝΟΝ ΑΠΟΝΙΣΜΑ ΘΑ ΑΓΩΝΙΣΘΗ ΕΚΑΣΤΟΣ ΜΑΘΗΤΗΣ (494, 412, 749, 446)
article-text: ΜΟΣΧΑ, 9. (Ασ. Πρές).— Ομάς σοβιετικών γεωλόγων εργάζεται εις την Γουινέαν διά την ανεύρεσιν ορυκτού πλούτου. (1384, 960, 1562, 1008)
article-text: ΚΑΛΑΜΑΤΑ, 9.— Την νύκτα της Δευτέρας ο Π. Ποταμιανόπουλος ηλικίας 32 ετών ωδηγήθη υπό την απειλήν όπλου εις τον ναόν διά να νυμφευθή την νεάνιδα, την οποίαν είχε αποπλανήσει. (1384, 148, 1562, 220)
article-text: ΚΑΛΑΜΑΤΑ, 9.— Την νύκτα της Δευτέρας ο Π. Ποταμιανόπουλος ηλικίας 32 ετών ωδηγήθη υπό την απειλήν όπλου εις τον ναόν διά να νυμφευθή την νεάνιδα, την οποίαν είχε αποπλανήσει. (1384, 224, 1562, 295)
headline: ΚΑΤΗΓΓΕΙΛΗ ΕΠΙΤΡΟΠΗ ΔΙΑ ΤΗΝ ΑΠΟΣΤΟΛΗΝ ΑΝΤΙΠΡΟΣΩΠΕΙΑΣ ΕΙΣ ΤΟ «ΦΟΡΟΥΜ» ΜΟΣΧΑΣ (508, 64, 735, 129)
headline: ΔΥΟ ΑΜΕΡΙΚΑΝΟΙ ΑΠΗΓΧΟΝΙΣΘΗΣΑΝ ΕΙΣ ΤΗΝ ΝΑΞΟΝ (1395, 309, 1551, 359)
article (1384, 310, 1562, 485)
article (490, 326, 753, 398)
article-text: ΟΥΑΣΙΓΚΤΩΝ, 9. (Ρόυτερ).— Ο πρώην πρόεδρος των Ηνωμένων Πολιτειών κ. Αιζενχάουερ ανέρρωσε πλήρως από την ελαφράν αδιαθεσίαν του και επέστρεψεν εις τας ασχολίας του. (6, 992, 194, 1051)
article-text: ΛΟΝΔΙΝΟΝ, 9. (Ρόυτερ).— Ο πρόεδρος της Τυνησίας κ. Μπουργκίμπα θα επισκεφθή την Ιρλανδίαν μετά το πέρας της επισήμου επισκέψεώς του εις το Ηνωμένον Βασίλειον. (6, 908, 194, 966)
article-text: ΑΘΗΝΑΙ, 9.— Υπό της Ελληνικής Αντικαρκινικής Εταιρείας διενεργείται έρανος εις όλην την χώραν. (1384, 1840, 1562, 1887)
photo-caption: Ο Γάλλος μάρτυς υπερασπίσεως κ. Μαρσέλ Πωλ, ενώ καταθέτει εις το δικαστήριον (1186, 1477, 1354, 1512)
article-text: ΑΘΗΝΑΙ, 9.— Το γενικόν λογιστήριον του κράτους ανεκοίνωσε ότι η κράτησις 0,50% επί των συντάξεων των στρατιωτικών συνταξιούχων θα συνεχισθή. (490, 756, 753, 791)
article-text: ΑΘΗΝΑΙ, 9.— Υπό την προεδρίαν της ΕΔΑ συνήλθε σύσκεψις των αγροτικών στελεχών διά την εξέτασιν των προβλημάτων της υπαίθρου. (490, 1072, 753, 1108)
headline: ΑΝΑΚΡΙΣΕΙΣ ΔΙΑ ΤΗΝ ΠΡΟΣΑΡΑΞΙΝ ΤΟΥ «ΑΘΗΝΑ» ΤΟ ΣΚΑΦΟΣ ΕΠΑΝΗΡΧΙΣΕ ΤΑ ΔΡΟΜΟΛΟΓΙΑ ΤΟΥ (213, 1068, 469, 1135)
article-text: ΒΑΛΤΙΜΟΡΗ, 9. (Ασ. Πρές).— Τετρακινητήριον αεροπλάνον με 45 επιβάτας ηναγκάσθη να προσγειωθή αναγκαστικώς λόγω βλάβης. (1384, 1127, 1562, 1174)
article-text: Εις το χρηματιστήριον Θεσσαλονίκης η χρυσή λίρα ηγοράσθη σήμερον προς 289,25 δραχμάς και επωλήθη προς 290,00. (490, 552, 753, 587)
article-text: ΧΑΛΑΣΤΡΑ, 9.— Υπό του αρμοδίου υπουργείου ενεκρίθη η κατασκευή αρδευτικών έργων. (404, 2158, 491, 2240)
article (1384, 1649, 1562, 1738)
gold-price-label: Κλειστά (502, 592, 542, 604)
headline: ΟΙ ΔΗΜΟΣΙΟΙ ΥΠΑΛΛΗΛΟΙ ΚΑΙ ΣΥΝΤΑΞΙΟΥΧΟΙ ΟΡΓΑΝΩΝΟΥΝ ΣΗΜΕΡΟΝ ΕΙΣ ΤΑΣ ΑΘΗΝΑΣ ΟΓΚΩΔΗ ΣΥΓΚΕΝΤΡΩΣΙΝ ΔΙΑΜΑΡΤΥΡΙΑΣ ΤΩΝ (214, 64, 468, 180)
article-text: ΑΘΗΝΑΙ, 9.— Διωρίσθησαν οι κυβερνητικοί επίτροποι του Ιατρικού Συλλόγου. (490, 1158, 753, 1182)
article-text: ΒΟΛΟΣ, 9.— Εις τον ναόν του Αγίου Νικολάου ετελέσθη ομαδική βάπτισις παιδιών επαναπατρισθέντων εκ Πολωνίας. (210, 1965, 397, 2013)
article (6, 1334, 194, 1446)
article (490, 1123, 753, 1183)
section-title: ΑΠΟ ΤΗΝ ΚΟΜΟΤΗΝΗΝ (405, 1703, 491, 1730)
gold-price-buy: 289,25 (648, 592, 680, 604)
article-text: ΑΘΗΝΑΙ, 9.— Ευθύς ως ο πρωθυπουργός επανέλθη εις Αθήνας, η διοίκησις της ΓΣΕΕ θα ζητήση ακρόασιν διά να εκθέση τα προβλήματα των εργαζομένων και τας αξιώσεις αυτών διά την αύξησιν των ημερομισθίων. (6, 544, 194, 626)
article (1384, 1546, 1562, 1635)
article-text: Μεταξύ των ομιλητών διημείφθησαν έντονοι αντεγκλήσεις. Η συζήτησις θα συνεχισθή αύριον. (972, 466, 1164, 501)
article-text: ΑΘΗΝΑΙ, 9.— Ως γνωστόν το «Φόρουμ» του 1961 θα λάβη χώραν εις την Μόσχαν. Η επιτροπή κατήγγειλε τας δυσκολίας διά την αποστολήν αντιπροσωπείας. (490, 172, 753, 208)
article-text: ΑΘΗΝΑΙ, 9.— Εις το κατηγορητήριον προσάγονται έντεκα κατηγορούμενοι. Ενώπιον του δικαστηρίου απελογήθησαν οι δικαζόμενοι κομμουνισταί, οι οποίοι ηρνήθησαν τας εις βάρος των κατηγορίας. (770, 1293, 962, 1364)
article (210, 1070, 472, 1214)
gold-price-row (501, 592, 743, 603)
trial-article (764, 1047, 1372, 1860)
gold-price-sell: 324,00 (708, 646, 741, 658)
gold-price-sell: 230,50 (708, 624, 741, 636)
photo-caption: Επιστρέφοντες εκ της εκδρομής των, εις Ανατολικήν Μακεδονίαν, διήλθον εκ Θεσσαλονίκης οι μαθηταί και αι μαθήτριαι της Γ' τάξεως του Γυμνασίου Κασσάνδρας. Εις την φωτογραφίαν, οι μαθηταί και αι μαθήτριαι προ των γραφείων της «Μακεδονίας», την οποίαν επισκέφθησαν. (782, 2287, 1354, 2323)
column-2 (204, 61, 491, 2344)
subheading: ΑΙ ΦΟΙΤΗΤΙΚΑΙ ΟΡΓΑΝΩΣΕΙΣ (790, 693, 943, 705)
section-title: ΑΠΟ ΤΗΝ ΧΑΛΑΣΤΡΑΝ (405, 2130, 491, 2156)
article-text: ΑΘΗΝΑΙ, 9.— Εις το κατηγορητήριον προσάγονται έντεκα κατηγορούμενοι. Ενώπιον του δικαστηρίου απελογήθησαν οι δικαζόμενοι κομμουνισταί, οι οποίοι ηρνήθησαν τας εις βάρος των κατηγορίας. (972, 1217, 1164, 1288)
headline: 289,25 ΔΡΑΧ. Η ΧΡΥΣΗ ΛΙΡΑ ΕΙΣ ΤΗΝ ΘΕΣΣΑΛΟΝΙΚΗΝ ΚΑΙ 287,50 ΕΙΣ ΤΑΣ ΑΘΗΝΑΣ (503, 498, 740, 548)
article (210, 1416, 472, 1576)
article (490, 1272, 753, 1344)
gold-price-label: Ελβετικαί (502, 614, 550, 625)
article-text: ΑΘΗΝΑΙ, 9.— Δι' αποφάσεως του υπουργού Παιδείας κατά τας προσεχείς εξετάσεις έκαστος μαθητής θα αγωνισθή εις εν μόνον άθλημα. (490, 449, 753, 484)
